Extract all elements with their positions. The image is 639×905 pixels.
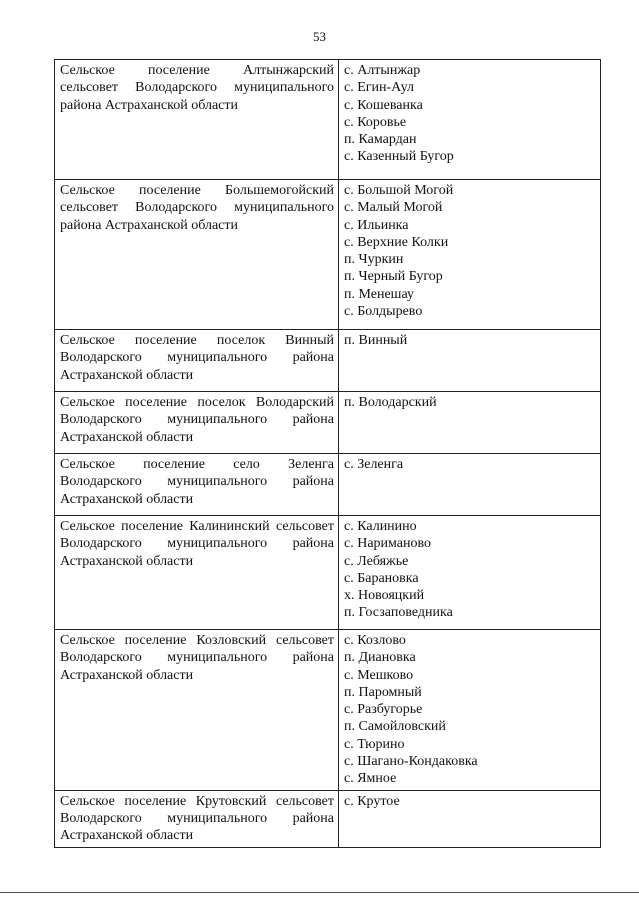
table-row <box>55 330 601 392</box>
localities-cell <box>339 790 601 847</box>
locality-item: п. Чуркин <box>344 252 404 268</box>
table-row <box>55 790 601 847</box>
locality-item: с. Зеленга <box>344 457 404 472</box>
locality-item: с. Барановка <box>344 570 419 586</box>
locality-item: с. Ямное <box>344 771 397 787</box>
locality-item: п. Госзаповедника <box>344 605 453 621</box>
locality-item: с. Болдырево <box>344 304 423 320</box>
locality-item: с. Малый Могой <box>344 200 443 216</box>
locality-item: с. Мешково <box>344 667 414 683</box>
settlements-table <box>54 59 601 848</box>
table-row <box>55 454 601 516</box>
locality-item: с. Разбугорье <box>344 702 423 718</box>
table-row <box>55 516 601 630</box>
localities-cell <box>339 454 601 516</box>
locality-item: п. Диановка <box>344 650 416 666</box>
table-row <box>55 180 601 330</box>
locality-item: п. Володарский <box>344 395 437 410</box>
localities-cell <box>339 180 601 330</box>
settlement-name-cell: Сельское поселение поселок Володарский Володарского муниципального района Астраханской области <box>55 392 339 454</box>
locality-item: п. Черный Бугор <box>344 269 443 285</box>
localities-cell <box>339 60 601 180</box>
localities-cell <box>339 392 601 454</box>
settlement-name-cell: Сельское поселение Калининский сельсовет Володарского муниципального района Астраханской области <box>55 516 339 630</box>
locality-item: с. Калинино <box>344 519 417 534</box>
locality-item: с. Большой Могой <box>344 183 454 198</box>
settlements-table-body <box>55 60 601 848</box>
locality-item: п. Винный <box>344 333 408 348</box>
table-row <box>55 392 601 454</box>
localities-cell <box>339 330 601 392</box>
locality-item: с. Алтынжар <box>344 63 421 78</box>
locality-item: с. Лебяжье <box>344 553 409 569</box>
table-row <box>55 60 601 180</box>
locality-item: с. Егин-Аул <box>344 80 414 96</box>
locality-item: п. Камардан <box>344 132 417 148</box>
locality-item: с. Кошеванка <box>344 97 423 113</box>
locality-item: с. Верхние Колки <box>344 234 449 250</box>
settlement-name-cell: Сельское поселение поселок Винный Володарского муниципального района Астраханской области <box>55 330 339 392</box>
settlement-name-cell: Сельское поселение Крутовский сельсовет Володарского муниципального района Астраханской области <box>55 790 339 847</box>
locality-item: с. Козлово <box>344 633 406 648</box>
locality-item: п. Паромный <box>344 684 422 700</box>
settlement-name-cell: Сельское поселение Большемогойский сельсовет Володарского муниципального района Астраханской области <box>55 180 339 330</box>
locality-item: с. Шагано-Кондаковка <box>344 754 478 770</box>
locality-item: с. Казенный Бугор <box>344 149 454 165</box>
locality-item: п. Самойловский <box>344 719 446 735</box>
page-number: 53 <box>313 29 326 44</box>
settlement-name-cell: Сельское поселение Алтынжарский сельсовет Володарского муниципального района Астраханской области <box>55 60 339 180</box>
locality-item: с. Ильинка <box>344 217 409 233</box>
locality-item: с. Нариманово <box>344 536 432 552</box>
table-row <box>55 630 601 791</box>
settlement-name-cell: Сельское поселение Козловский сельсовет Володарского муниципального района Астраханской области <box>55 630 339 791</box>
locality-item: с. Тюрино <box>344 736 405 752</box>
locality-item: п. Менешау <box>344 286 414 302</box>
localities-cell <box>339 630 601 791</box>
locality-item: с. Коровье <box>344 114 407 130</box>
locality-item: с. Крутое <box>344 793 400 809</box>
localities-cell <box>339 516 601 630</box>
settlement-name-cell: Сельское поселение село Зеленга Володарского муниципального района Астраханской области <box>55 454 339 516</box>
bottom-rule <box>0 892 639 893</box>
locality-item: х. Новояцкий <box>344 588 425 604</box>
